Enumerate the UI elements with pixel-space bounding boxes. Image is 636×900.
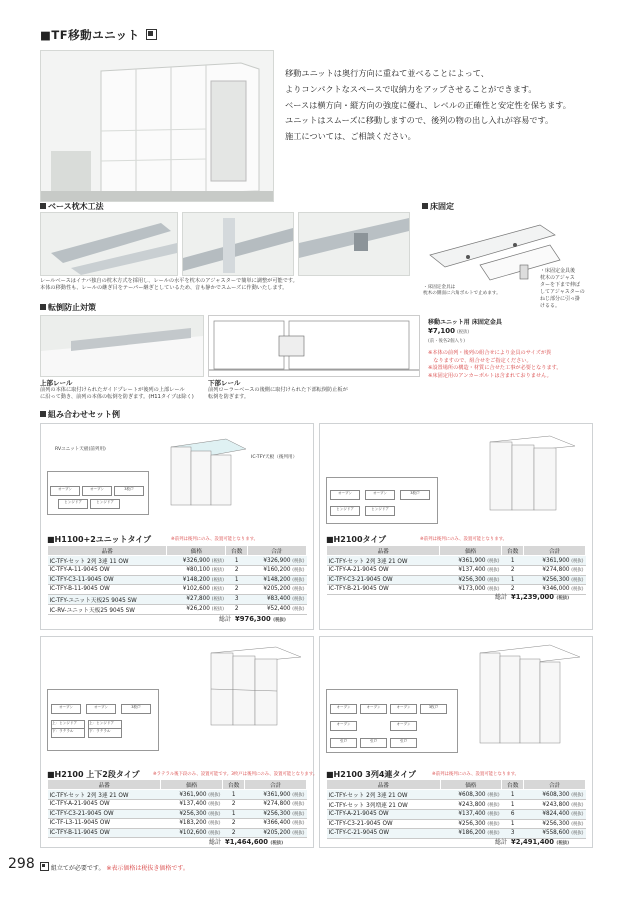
set3-type-note: ※ラテラル後下段のみ、設置可能です。3枚戸は後列にのみ、設置可能となります。 bbox=[153, 772, 318, 777]
set2-layout-diagram: オープン オープン 3枚戸 ヒンジドア ヒンジドア bbox=[326, 477, 438, 524]
table-row: IC-TFY-A-11-9045 OW ¥80,100 (税抜) 2 ¥160,200 (税抜) bbox=[49, 567, 305, 574]
table-row: IC-TFY-セット 2列 3連 11 OW ¥326,900 (税抜) 1 ¥326,900 (税抜) bbox=[49, 557, 305, 565]
floor-label-right: ・床固定金具後 枕木のアジャス ターを下まで伸ば してアジャスターの ねじ部分に引っ掛 けるる。 bbox=[540, 268, 585, 309]
set1-price-table: 品番 価格 台数 合計 IC-TFY-セット 2列 3連 11 OW ¥326,900 (税抜) 1 ¥326,900 (税抜) IC-TFY-A-11-9045 OW ¥80,100 (税抜) 2 ¥160,200 (税抜) IC-TFY-C3-11-9045 OW ¥148,200 (税抜) 1 ¥148,200 (税抜) IC-TFY-B-11-9045 OW ¥102,600 (税抜) 2 ¥205,200 (税抜) IC-TFY-ユニット天板25 9045 SW ¥27,800 (税抜) 3 ¥83,400 (税抜) IC-RV-ユニット天板25 9045 SW ¥26,200 (税抜) 2 ¥52,400 (税抜) bbox=[47, 545, 307, 615]
table-row: IC-TFY-A-21-9045 OW ¥137,400 (税抜) 2 ¥274,800 (税抜) bbox=[49, 801, 305, 808]
set4-cabinet-drawing bbox=[470, 643, 588, 753]
set3-price-table: 品番 価格 台数 合計 IC-TFY-セット 2列 3連 21 OW ¥361,900 (税抜) 1 ¥361,900 (税抜) IC-TFY-A-21-9045 OW ¥137,400 (税抜) 2 ¥274,800 (税抜) IC-TFY-C3-21-9045 OW ¥256,300 (税抜) 1 ¥256,300 (税抜) IC-TF-L3-11-9045 OW ¥183,200 (税抜) 2 ¥366,400 (税抜) IC-TFY-B-11-9045 OW ¥102,600 (税抜) 2 ¥205,200 (税抜) bbox=[47, 779, 307, 838]
table-row: IC-TFY-B-11-9045 OW ¥102,600 (税抜) 2 ¥205,200 (税抜) bbox=[49, 829, 305, 836]
table-row: IC-RV-ユニット天板25 9045 SW ¥26,200 (税抜) 2 ¥52,400 (税抜) bbox=[49, 606, 305, 614]
set1-layout-diagram: オープン オープン 3枚戸 ヒンジドア ヒンジドア bbox=[47, 471, 149, 515]
assembly-icon bbox=[146, 29, 157, 40]
base-photo-2 bbox=[182, 212, 294, 276]
section-title-tip: 転倒防止対策 bbox=[40, 302, 96, 313]
set1-label-top: RVユニット天板(前列用) bbox=[55, 447, 106, 452]
page-number: 298 bbox=[8, 856, 35, 872]
hero-photo bbox=[40, 50, 274, 202]
set3-type-title: ■H2100 上下2段タイプ bbox=[47, 770, 140, 779]
section-title-base: ベース枕木工法 bbox=[40, 201, 104, 212]
set-card-h2100 bbox=[319, 423, 593, 630]
set3-cabinet-drawing bbox=[201, 645, 311, 730]
upper-rail-photo bbox=[40, 315, 204, 377]
table-row: IC-TFY-A-21-9045 OW ¥137,400 (税抜) 6 ¥824,400 (税抜) bbox=[328, 811, 584, 818]
set2-price-table: 品番 価格 台数 合計 IC-TFY-セット 2列 3連 21 OW ¥361,900 (税抜) 1 ¥361,900 (税抜) IC-TFY-A-21-9045 OW ¥137,400 (税抜) 2 ¥274,800 (税抜) IC-TFY-C3-21-9045 OW ¥256,300 (税抜) 1 ¥256,300 (税抜) IC-TFY-B-21-9045 OW ¥173,000 (税抜) 2 ¥346,000 (税抜) bbox=[326, 545, 586, 595]
set1-cabinet-drawing bbox=[166, 437, 251, 512]
table-row: IC-TFY-セット 2列 3連 21 OW ¥608,300 (税抜) 1 ¥608,300 (税抜) bbox=[328, 791, 584, 799]
table-row: IC-TFY-ユニット天板25 9045 SW ¥27,800 (税抜) 3 ¥83,400 (税抜) bbox=[49, 596, 305, 604]
table-row: IC-TFY-C3-21-9045 OW ¥256,300 (税抜) 1 ¥256,300 (税抜) bbox=[328, 820, 584, 827]
assembly-icon bbox=[40, 862, 49, 871]
set3-total: 総計 ¥1,464,600 (税抜) bbox=[209, 838, 284, 846]
set4-total: 総計 ¥2,491,400 (税抜) bbox=[495, 838, 570, 846]
set-card-h1100 bbox=[40, 423, 314, 630]
footer-note: 組立てが必要です。 ※表示価格は税抜き価格です。 bbox=[40, 862, 189, 872]
set-card-h2100-3row bbox=[319, 636, 593, 848]
set1-type-note: ※前列は後列にのみ、設置可能となります。 bbox=[171, 537, 259, 542]
table-row: IC-TFY-B-21-9045 OW ¥173,000 (税抜) 2 ¥346,000 (税抜) bbox=[328, 586, 584, 593]
set1-label-side: IC-TFY天板（後列用） bbox=[251, 455, 298, 460]
section-title-sets: 組み合わせセット例 bbox=[40, 409, 120, 420]
table-row: IC-TFY-B-11-9045 OW ¥102,600 (税抜) 2 ¥205,200 (税抜) bbox=[49, 586, 305, 593]
lower-rail-diagram bbox=[208, 315, 420, 377]
set2-type-title: ■H2100タイプ bbox=[326, 535, 387, 544]
table-row: IC-TFY-C-21-9045 OW ¥186,200 (税抜) 3 ¥558,600 (税抜) bbox=[328, 830, 584, 837]
set2-cabinet-drawing bbox=[480, 434, 585, 514]
table-row: IC-TFY-C3-21-9045 OW ¥256,300 (税抜) 1 ¥256,300 (税抜) bbox=[49, 810, 305, 817]
set1-total: 総計 ¥976,300 (税抜) bbox=[219, 615, 286, 623]
page-title: ■TF移動ユニット bbox=[40, 27, 157, 43]
table-row: IC-TFY-セット 3列増連 21 OW ¥243,800 (税抜) 1 ¥243,800 (税抜) bbox=[328, 801, 584, 809]
set1-type-title: ■H1100+2ユニットタイプ bbox=[47, 535, 152, 544]
floor-label-left: ・床固定金具は 枕木の側面に六角ボルトで止めます。 bbox=[423, 285, 501, 296]
set2-type-note: ※前列は後列にのみ、設置可能となります。 bbox=[420, 537, 508, 542]
table-row: IC-TFY-セット 2列 3連 21 OW ¥361,900 (税抜) 1 ¥361,900 (税抜) bbox=[328, 557, 584, 565]
section-title-floor: 床固定 bbox=[422, 201, 454, 212]
base-photo-3 bbox=[298, 212, 410, 276]
base-description: レールベースはイナバ独自の枕木方式を採用し、レールの水平を枕木のアジャスターで簡単に調整が可能です。 本体の移動性も、レールの継ぎ目をテーパー継ぎとしているため、音も静かでスムーズに作動いたします。 bbox=[40, 278, 298, 291]
lower-rail-caption: 下部レール 前列ローラーベースの後側に取付けられた下部転倒防止板が 転倒を防ぎます。 bbox=[208, 379, 348, 400]
set3-layout-diagram: オープン オープン 3枚戸 上：ヒンジドア 下：ラテラル 上：ヒンジドア 下：ラテラル bbox=[47, 689, 159, 751]
table-row: IC-TFY-A-21-9045 OW ¥137,400 (税抜) 2 ¥274,800 (税抜) bbox=[328, 567, 584, 574]
set4-type-note: ※前列は後列にのみ、設置可能となります。 bbox=[432, 772, 520, 777]
set4-type-title: ■H2100 3列4連タイプ bbox=[326, 770, 417, 779]
intro-description: 移動ユニットは奥行方向に重ねて並べることによって、 よりコンパクトなスペースで収納力をアップさせることができます。 ベースは横方向・縦方向の強度に優れ、レベルの正確性と安定性を保ちます。 ユニットはスムーズに移動しますので、後列の物の出し入れが容易です。 施工については、ご相談ください。 bbox=[285, 68, 571, 142]
floor-item: 移動ユニット用 床固定金具 ¥7,100 (税抜) (前・後各2個入り) bbox=[428, 319, 502, 344]
table-row: IC-TF-L3-11-9045 OW ¥183,200 (税抜) 2 ¥366,400 (税抜) bbox=[49, 820, 305, 827]
base-photo-1 bbox=[40, 212, 178, 276]
table-row: IC-TFY-C3-11-9045 OW ¥148,200 (税抜) 1 ¥148,200 (税抜) bbox=[49, 576, 305, 583]
table-row: IC-TFY-C3-21-9045 OW ¥256,300 (税抜) 1 ¥256,300 (税抜) bbox=[328, 576, 584, 583]
set4-layout-diagram: オープン オープン オープン 3枚戸 オープン オープン 引戸 引戸 引戸 bbox=[326, 689, 458, 753]
floor-notes: ※本体の前列・後列の組合せにより金具のサイズが異 なりますので、組合せをご指定ください。 ※設置場所の構造・材質に合せた工事が必要となります。 ※床固定用のアンカーボルトは含まれておりません。 bbox=[428, 350, 562, 379]
table-row: IC-TFY-セット 2列 3連 21 OW ¥361,900 (税抜) 1 ¥361,900 (税抜) bbox=[49, 791, 305, 799]
set2-total: 総計 ¥1,239,000 (税抜) bbox=[495, 593, 570, 601]
upper-rail-caption: 上部レール 前列の本体に取付けられたガイドプレートが後列の上部レール に沿って動き、前列の本体の転倒を防ぎます。(H11タイプは除く) bbox=[40, 379, 194, 400]
set4-price-table: 品番 価格 台数 合計 IC-TFY-セット 2列 3連 21 OW ¥608,300 (税抜) 1 ¥608,300 (税抜) IC-TFY-セット 3列増連 21 OW ¥243,800 (税抜) 1 ¥243,800 (税抜) IC-TFY-A-21-9045 OW ¥137,400 (税抜) 6 ¥824,400 (税抜) IC-TFY-C3-21-9045 OW ¥256,300 (税抜) 1 ¥256,300 (税抜) IC-TFY-C-21-9045 OW ¥186,200 (税抜) 3 ¥558,600 (税抜) bbox=[326, 779, 586, 839]
set-card-h2100-two-tier bbox=[40, 636, 318, 848]
